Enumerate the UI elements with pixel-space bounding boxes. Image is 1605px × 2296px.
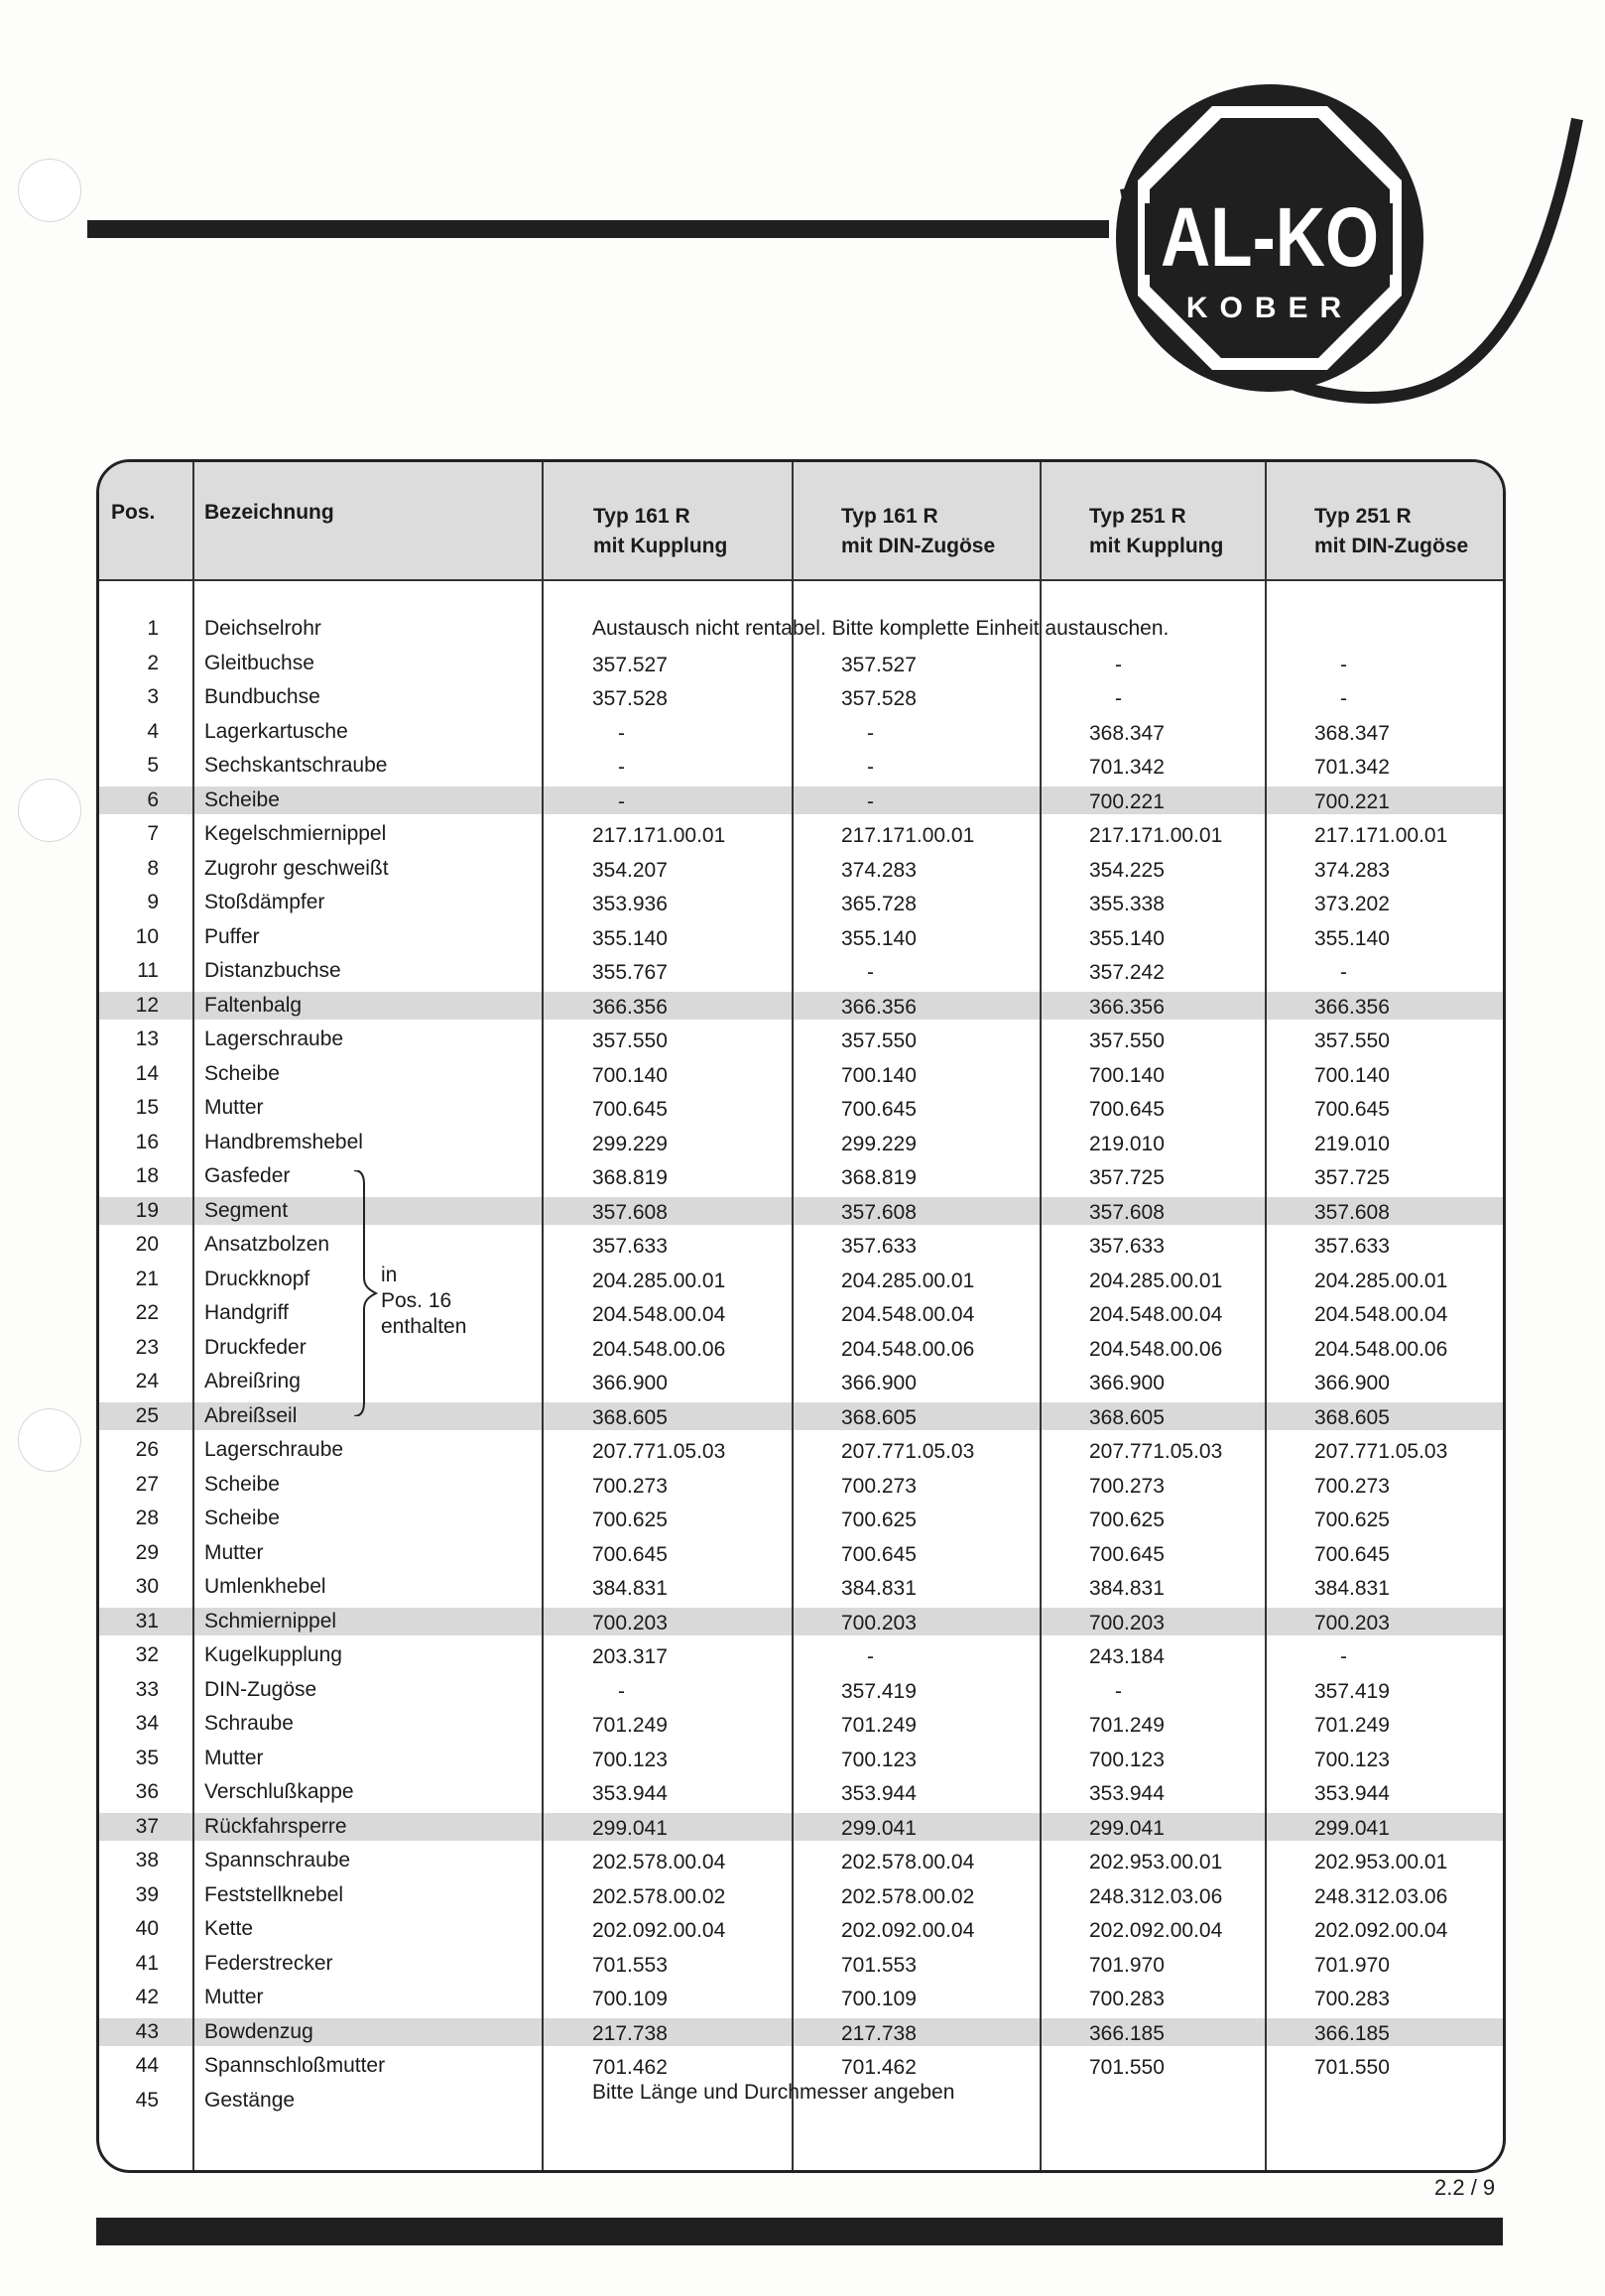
cell-part-number: 368.819 [592,1166,668,1189]
cell-pos: 42 [135,1986,159,2008]
alko-kober-logo [1091,40,1587,426]
cell-part-number: 202.953.00.01 [1089,1851,1223,1873]
cell-bezeichnung: Spannschloßmutter [204,2054,386,2077]
shaded-row-band [99,992,1503,1020]
cell-pos: 20 [135,1233,159,1256]
cell-part-number: 357.550 [841,1029,917,1052]
cell-pos: 38 [135,1849,159,1872]
cell-part-number: 701.550 [1089,2056,1165,2079]
cell-part-number: 355.140 [1314,927,1390,950]
cell-part-number: 700.645 [841,1098,917,1121]
cell-part-number: 355.140 [841,927,917,950]
cell-part-number: 700.109 [841,1988,917,2010]
cell-part-number: 299.041 [592,1817,668,1840]
header-line: Typ 251 R [1089,505,1186,528]
cell-bezeichnung: Mutter [204,1096,264,1119]
svg-text:AL-KO: AL-KO [1161,190,1379,284]
cell-pos: 44 [135,2054,159,2077]
page-number: 2.2 / 9 [1434,2175,1496,2200]
header-line: Typ 251 R [1314,505,1412,528]
cell-part-number: - [1115,1680,1122,1703]
cell-part-number: 701.342 [1089,756,1165,779]
cell-part-number: 357.633 [1089,1235,1165,1258]
cell-part-number: 357.608 [592,1201,668,1224]
parts-table [96,459,1506,2173]
cell-bezeichnung: Ansatzbolzen [204,1233,330,1256]
cell-part-number: 243.184 [1089,1645,1165,1668]
cell-pos: 13 [135,1027,159,1050]
header-typ161-kupplung [593,502,727,561]
cell-part-number: 366.185 [1314,2022,1390,2045]
cell-pos: 7 [147,822,159,845]
cell-part-number: 357.725 [1089,1166,1165,1189]
cell-pos: 26 [135,1438,159,1461]
cell-part-number: 357.527 [592,654,668,676]
footer-rule [96,2218,1503,2245]
cell-part-number: 204.548.00.06 [841,1338,975,1361]
cell-part-number: 217.171.00.01 [1314,824,1448,847]
cell-part-number: 700.283 [1089,1988,1165,2010]
cell-part-number: - [1115,654,1122,676]
cell-bezeichnung: Federstrecker [204,1952,333,1975]
note-row1: Austausch nicht rentabel. Bitte komplette Einheit austauschen. [592,617,1170,640]
cell-bezeichnung: Scheibe [204,1473,280,1496]
cell-pos: 45 [135,2089,159,2112]
cell-pos: 16 [135,1131,159,1153]
cell-part-number: - [867,1645,874,1668]
cell-bezeichnung: Schmiernippel [204,1610,337,1632]
cell-part-number: 357.608 [1089,1201,1165,1224]
cell-part-number: - [867,790,874,813]
cell-part-number: 217.171.00.01 [592,824,726,847]
cell-part-number: 357.608 [1314,1201,1390,1224]
cell-part-number: 366.900 [1089,1372,1165,1394]
cell-part-number: 204.548.00.06 [1089,1338,1223,1361]
cell-bezeichnung: Lagerschraube [204,1438,344,1461]
cell-part-number: 700.140 [841,1064,917,1087]
cell-bezeichnung: Deichselrohr [204,617,321,640]
cell-part-number: - [1340,1645,1347,1668]
header-line: mit DIN-Zugöse [841,535,996,557]
header-line: Typ 161 R [593,505,690,528]
cell-part-number: 700.625 [841,1509,917,1531]
cell-part-number: 700.123 [1089,1749,1165,1771]
cell-part-number: 355.140 [592,927,668,950]
cell-pos: 22 [135,1301,159,1324]
cell-part-number: 384.831 [592,1577,668,1600]
cell-part-number: 701.249 [841,1714,917,1737]
header-typ251-din [1314,502,1468,561]
cell-part-number: 700.203 [1089,1612,1165,1634]
cell-part-number: 700.645 [592,1543,668,1566]
cell-part-number: 204.285.00.01 [1314,1269,1448,1292]
cell-part-number: - [618,1680,625,1703]
cell-part-number: 700.140 [1314,1064,1390,1087]
cell-bezeichnung: Rückfahrsperre [204,1815,347,1838]
cell-part-number: 700.273 [1089,1475,1165,1498]
cell-part-number: 700.203 [841,1612,917,1634]
cell-part-number: 700.273 [592,1475,668,1498]
cell-pos: 34 [135,1712,159,1735]
cell-part-number: 202.578.00.04 [841,1851,975,1873]
cell-part-number: 202.092.00.04 [1314,1919,1448,1942]
cell-part-number: 700.221 [1314,790,1390,813]
cell-pos: 24 [135,1370,159,1392]
cell-part-number: 700.203 [1314,1612,1390,1634]
cell-part-number: 701.462 [841,2056,917,2079]
cell-part-number: 202.578.00.02 [841,1885,975,1908]
cell-pos: 2 [147,652,159,674]
cell-bezeichnung: Stoßdämpfer [204,891,325,913]
group-note-line: in [381,1264,398,1286]
cell-part-number: 202.092.00.04 [592,1919,726,1942]
cell-part-number: 248.312.03.06 [1089,1885,1223,1908]
cell-pos: 41 [135,1952,159,1975]
cell-part-number: 357.633 [841,1235,917,1258]
cell-part-number: 366.356 [1314,996,1390,1019]
cell-bezeichnung: Sechskantschraube [204,754,388,777]
cell-bezeichnung: Druckfeder [204,1336,307,1359]
cell-part-number: 204.548.00.04 [1314,1303,1448,1326]
cell-part-number: 366.356 [1089,996,1165,1019]
cell-part-number: 204.548.00.04 [841,1303,975,1326]
cell-bezeichnung: Zugrohr geschweißt [204,857,389,880]
cell-bezeichnung: DIN-Zugöse [204,1678,317,1701]
cell-part-number: 299.041 [1314,1817,1390,1840]
cell-bezeichnung: Lagerschraube [204,1027,344,1050]
cell-part-number: 701.249 [1314,1714,1390,1737]
cell-bezeichnung: Mutter [204,1986,264,2008]
cell-part-number: 365.728 [841,893,917,915]
cell-part-number: 701.249 [1089,1714,1165,1737]
cell-pos: 35 [135,1747,159,1769]
cell-part-number: - [618,790,625,813]
cell-part-number: 368.347 [1089,722,1165,745]
cell-part-number: 357.419 [841,1680,917,1703]
shaded-row-band [99,786,1503,814]
cell-bezeichnung: Puffer [204,925,260,948]
cell-bezeichnung: Distanzbuchse [204,959,341,982]
cell-part-number: 204.548.00.06 [592,1338,726,1361]
cell-part-number: 353.944 [592,1782,668,1805]
cell-pos: 43 [135,2020,159,2043]
cell-part-number: 353.944 [1314,1782,1390,1805]
cell-bezeichnung: Faltenbalg [204,994,303,1017]
cell-pos: 27 [135,1473,159,1496]
header-typ161-din [841,502,995,561]
cell-bezeichnung: Umlenkhebel [204,1575,326,1598]
cell-part-number: 700.645 [1314,1098,1390,1121]
cell-pos: 6 [147,788,159,811]
group-note [381,1263,466,1340]
cell-part-number: 374.283 [841,859,917,882]
cell-part-number: - [867,961,874,984]
cell-part-number: 204.285.00.01 [592,1269,726,1292]
cell-part-number: 202.578.00.02 [592,1885,726,1908]
cell-bezeichnung: Kugelkupplung [204,1643,342,1666]
header-line: mit Kupplung [1089,535,1224,557]
cell-part-number: 700.645 [841,1543,917,1566]
cell-bezeichnung: Mutter [204,1747,264,1769]
cell-pos: 11 [137,959,159,982]
cell-part-number: 202.092.00.04 [1089,1919,1223,1942]
cell-part-number: 217.738 [841,2022,917,2045]
cell-pos: 10 [135,925,159,948]
cell-part-number: 700.203 [592,1612,668,1634]
note-row45: Bitte Länge und Durchmesser angeben [592,2081,955,2104]
group-note-line: enthalten [381,1315,467,1338]
cell-part-number: 700.221 [1089,790,1165,813]
cell-part-number: 700.123 [841,1749,917,1771]
cell-part-number: 700.140 [592,1064,668,1087]
cell-pos: 12 [135,994,159,1017]
header-line: mit DIN-Zugöse [1314,535,1469,557]
cell-part-number: 700.645 [592,1098,668,1121]
cell-part-number: - [1115,687,1122,710]
cell-bezeichnung: Scheibe [204,1507,280,1529]
cell-pos: 32 [135,1643,159,1666]
cell-bezeichnung: Feststellknebel [204,1883,344,1906]
cell-bezeichnung: Lagerkartusche [204,720,348,743]
punch-hole [18,159,81,222]
cell-part-number: 219.010 [1089,1133,1165,1155]
cell-part-number: 366.356 [592,996,668,1019]
cell-part-number: 384.831 [1089,1577,1165,1600]
cell-part-number: 700.109 [592,1988,668,2010]
cell-part-number: 217.171.00.01 [1089,824,1223,847]
cell-part-number: 701.970 [1314,1954,1390,1977]
cell-part-number: 355.767 [592,961,668,984]
cell-pos: 3 [147,685,159,708]
cell-part-number: 299.229 [841,1133,917,1155]
cell-bezeichnung: Abreißring [204,1370,301,1392]
cell-pos: 30 [135,1575,159,1598]
cell-part-number: 353.944 [1089,1782,1165,1805]
cell-pos: 28 [135,1507,159,1529]
cell-part-number: - [1340,687,1347,710]
cell-part-number: 357.725 [1314,1166,1390,1189]
cell-part-number: 366.900 [841,1372,917,1394]
cell-part-number: 368.605 [592,1406,668,1429]
cell-pos: 29 [135,1541,159,1564]
cell-bezeichnung: Verschlußkappe [204,1780,354,1803]
cell-bezeichnung: Kegelschmiernippel [204,822,387,845]
cell-bezeichnung: Scheibe [204,1062,280,1085]
cell-part-number: 700.283 [1314,1988,1390,2010]
cell-part-number: 204.548.00.04 [592,1303,726,1326]
cell-pos: 5 [147,754,159,777]
cell-pos: 33 [135,1678,159,1701]
cell-pos: 23 [135,1336,159,1359]
cell-bezeichnung: Segment [204,1199,289,1222]
cell-part-number: 701.553 [841,1954,917,1977]
cell-part-number: 354.207 [592,859,668,882]
cell-pos: 18 [135,1164,159,1187]
cell-pos: 8 [147,857,159,880]
cell-bezeichnung: Scheibe [204,788,280,811]
cell-pos: 31 [135,1610,159,1632]
cell-part-number: 299.229 [592,1133,668,1155]
cell-part-number: 368.605 [1089,1406,1165,1429]
cell-part-number: 701.553 [592,1954,668,1977]
cell-part-number: 204.548.00.06 [1314,1338,1448,1361]
cell-part-number: 368.605 [1314,1406,1390,1429]
cell-part-number: 701.462 [592,2056,668,2079]
cell-part-number: 357.528 [592,687,668,710]
cell-part-number: 299.041 [1089,1817,1165,1840]
cell-part-number: 366.185 [1089,2022,1165,2045]
cell-part-number: 357.527 [841,654,917,676]
cell-part-number: 700.625 [592,1509,668,1531]
cell-part-number: 700.123 [1314,1749,1390,1771]
cell-part-number: 353.936 [592,893,668,915]
cell-part-number: 700.140 [1089,1064,1165,1087]
cell-part-number: - [867,722,874,745]
cell-part-number: 366.356 [841,996,917,1019]
cell-part-number: 368.605 [841,1406,917,1429]
cell-pos: 15 [135,1096,159,1119]
cell-part-number: 353.944 [841,1782,917,1805]
cell-part-number: 701.249 [592,1714,668,1737]
cell-pos: 37 [135,1815,159,1838]
cell-part-number: 355.338 [1089,893,1165,915]
cell-part-number: 204.285.00.01 [841,1269,975,1292]
cell-pos: 39 [135,1883,159,1906]
cell-part-number: 354.225 [1089,859,1165,882]
cell-part-number: 299.041 [841,1817,917,1840]
cell-part-number: 357.633 [1314,1235,1390,1258]
cell-part-number: - [867,756,874,779]
cell-part-number: 357.550 [1314,1029,1390,1052]
cell-bezeichnung: Schraube [204,1712,294,1735]
cell-bezeichnung: Spannschraube [204,1849,351,1872]
cell-part-number: 384.831 [1314,1577,1390,1600]
cell-part-number: 701.970 [1089,1954,1165,1977]
cell-part-number: 366.900 [1314,1372,1390,1394]
cell-bezeichnung: Mutter [204,1541,264,1564]
cell-part-number: 368.819 [841,1166,917,1189]
cell-bezeichnung: Handgriff [204,1301,289,1324]
cell-part-number: 368.347 [1314,722,1390,745]
cell-part-number: - [618,756,625,779]
cell-bezeichnung: Abreißseil [204,1404,298,1427]
punch-hole [18,1408,81,1472]
header-bezeichnung: Bezeichnung [204,501,334,524]
cell-pos: 1 [147,617,159,640]
cell-part-number: 202.092.00.04 [841,1919,975,1942]
cell-part-number: 203.317 [592,1645,668,1668]
cell-part-number: 701.550 [1314,2056,1390,2079]
cell-part-number: 701.342 [1314,756,1390,779]
cell-pos: 40 [135,1917,159,1940]
header-rule [87,220,1109,238]
header-typ251-kupplung [1089,502,1223,561]
cell-pos: 9 [147,891,159,913]
cell-pos: 21 [135,1268,159,1290]
cell-pos: 4 [147,720,159,743]
svg-text:KOBER: KOBER [1185,292,1354,324]
cell-part-number: 217.738 [592,2022,668,2045]
cell-pos: 19 [135,1199,159,1222]
cell-pos: 14 [135,1062,159,1085]
cell-part-number: 700.273 [841,1475,917,1498]
header-line: Typ 161 R [841,505,938,528]
cell-bezeichnung: Bundbuchse [204,685,320,708]
cell-part-number: 700.625 [1314,1509,1390,1531]
cell-bezeichnung: Druckknopf [204,1268,310,1290]
cell-bezeichnung: Kette [204,1917,254,1940]
cell-bezeichnung: Gasfeder [204,1164,291,1187]
cell-part-number: 207.771.05.03 [1314,1440,1448,1463]
shaded-row-band [99,1197,1503,1225]
punch-hole [18,779,81,842]
cell-part-number: 357.633 [592,1235,668,1258]
cell-bezeichnung: Handbremshebel [204,1131,363,1153]
cell-part-number: 219.010 [1314,1133,1390,1155]
cell-part-number: 366.900 [592,1372,668,1394]
header-line: mit Kupplung [593,535,728,557]
cell-bezeichnung: Bowdenzug [204,2020,313,2043]
cell-part-number: 700.645 [1089,1543,1165,1566]
cell-part-number: 384.831 [841,1577,917,1600]
cell-part-number: 700.625 [1089,1509,1165,1531]
cell-part-number: 204.285.00.01 [1089,1269,1223,1292]
cell-part-number: 357.608 [841,1201,917,1224]
cell-part-number: 202.578.00.04 [592,1851,726,1873]
cell-part-number: - [1340,654,1347,676]
cell-part-number: 207.771.05.03 [592,1440,726,1463]
cell-part-number: 357.550 [592,1029,668,1052]
cell-part-number: 700.123 [592,1749,668,1771]
group-note-line: Pos. 16 [381,1289,452,1312]
cell-bezeichnung: Gleitbuchse [204,652,314,674]
cell-part-number: 357.528 [841,687,917,710]
cell-part-number: 217.171.00.01 [841,824,975,847]
cell-part-number: 357.242 [1089,961,1165,984]
cell-bezeichnung: Gestänge [204,2089,296,2112]
cell-part-number: 204.548.00.04 [1089,1303,1223,1326]
cell-part-number: 700.645 [1314,1543,1390,1566]
cell-part-number: - [1340,961,1347,984]
cell-part-number: 202.953.00.01 [1314,1851,1448,1873]
cell-part-number: - [618,722,625,745]
cell-part-number: 700.273 [1314,1475,1390,1498]
cell-pos: 36 [135,1780,159,1803]
cell-pos: 25 [135,1404,159,1427]
cell-part-number: 700.645 [1089,1098,1165,1121]
cell-part-number: 207.771.05.03 [841,1440,975,1463]
shaded-row-band [99,1402,1503,1430]
cell-part-number: 248.312.03.06 [1314,1885,1448,1908]
cell-part-number: 373.202 [1314,893,1390,915]
cell-part-number: 355.140 [1089,927,1165,950]
cell-part-number: 374.283 [1314,859,1390,882]
cell-part-number: 357.550 [1089,1029,1165,1052]
cell-part-number: 357.419 [1314,1680,1390,1703]
header-pos: Pos. [111,501,156,524]
cell-part-number: 207.771.05.03 [1089,1440,1223,1463]
